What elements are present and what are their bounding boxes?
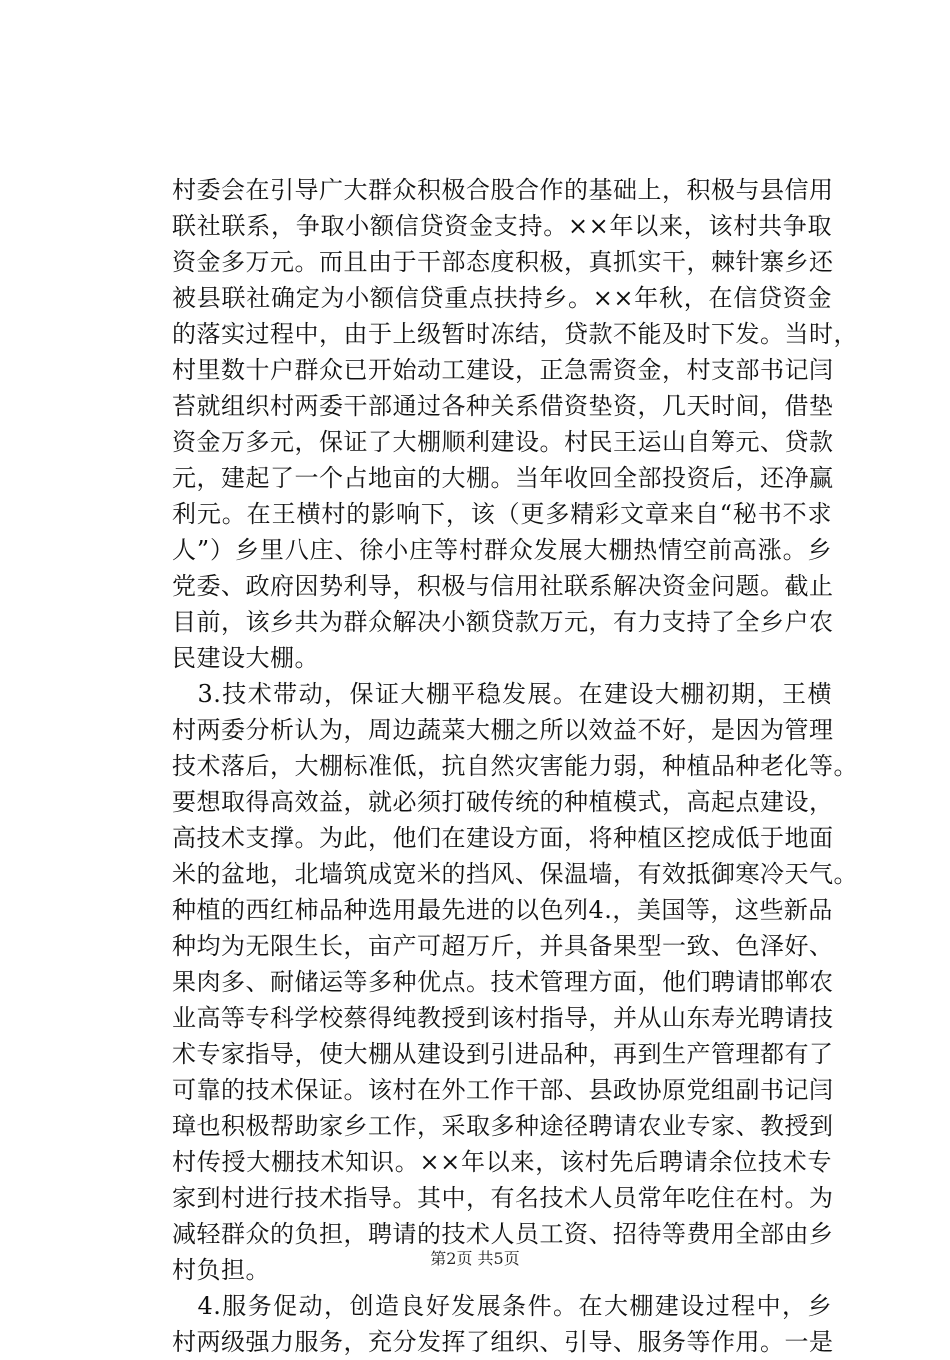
text-line: 术专家指导，使大棚从建设到引进品种，再到生产管理都有了 (172, 1040, 834, 1068)
text-line: 璋也积极帮助家乡工作，采取多种途径聘请农业专家、教授到 (172, 1112, 834, 1140)
text-line: 要想取得高效益，就必须打破传统的种植模式，高起点建设， (172, 788, 834, 816)
text-line: 技术落后，大棚标准低，抗自然灾害能力弱，种植品种老化等。 (172, 752, 858, 780)
body-text (172, 172, 858, 1360)
text-line: 元，建起了一个占地亩的大棚。当年收回全部投资后，还净赢 (172, 464, 834, 492)
text-line: 米的盆地，北墙筑成宽米的挡风、保温墙，有效抵御寒冷天气。 (172, 860, 858, 888)
text-line: 果肉多、耐储运等多种优点。技术管理方面，他们聘请邯郸农 (172, 968, 834, 996)
text-line: 利元。在王横村的影响下，该（更多精彩文章来自“秘书不求 (172, 500, 832, 528)
text-line: 村传授大棚技术知识。××年以来，该村先后聘请余位技术专 (172, 1148, 832, 1176)
text-line: 家到村进行技术指导。其中，有名技术人员常年吃住在村。为 (172, 1184, 834, 1212)
text-line: 村里数十户群众已开始动工建设，正急需资金，村支部书记闫 (172, 356, 834, 384)
text-line: 党委、政府因势利导，积极与信用社联系解决资金问题。截止 (172, 572, 834, 600)
text-line: 可靠的技术保证。该村在外工作干部、县政协原党组副书记闫 (172, 1076, 834, 1104)
text-line: 被县联社确定为小额信贷重点扶持乡。××年秋，在信贷资金 (172, 284, 832, 312)
text-line: 4.服务促动，创造良好发展条件。在大棚建设过程中，乡 (172, 1292, 832, 1320)
text-line: 苔就组织村两委干部通过各种关系借资垫资，几天时间，借垫 (172, 392, 834, 420)
text-line: 村委会在引导广大群众积极合股合作的基础上，积极与县信用 (172, 176, 834, 204)
text-line: 业高等专科学校蔡得纯教授到该村指导，并从山东寿光聘请技 (172, 1004, 834, 1032)
text-line: 村负担。 (172, 1256, 270, 1284)
text-line: 种植的西红柿品种选用最先进的以色列4.，美国等，这些新品 (172, 896, 833, 924)
text-line: 资金多万元。而且由于干部态度积极，真抓实干，棘针寨乡还 (172, 248, 834, 276)
text-line: 资金万多元，保证了大棚顺利建设。村民王运山自筹元、贷款 (172, 428, 834, 456)
page-footer: 第2页 共5页 (430, 1249, 520, 1268)
text-line: 高技术支撑。为此，他们在建设方面，将种植区挖成低于地面 (172, 824, 834, 852)
text-line: 减轻群众的负担，聘请的技术人员工资、招待等费用全部由乡 (172, 1220, 834, 1248)
text-line: 3.技术带动，保证大棚平稳发展。在建设大棚初期，王横 (172, 680, 832, 708)
text-line: 民建设大棚。 (172, 644, 319, 672)
text-line: 目前，该乡共为群众解决小额贷款万元，有力支持了全乡户农 (172, 608, 834, 636)
text-line: 的落实过程中，由于上级暂时冻结，贷款不能及时下发。当时， (172, 320, 858, 348)
text-line: 村两级强力服务，充分发挥了组织、引导、服务等作用。一是 (172, 1328, 834, 1356)
text-line: 联社联系，争取小额信贷资金支持。××年以来，该村共争取 (172, 212, 832, 240)
text-line: 村两委分析认为，周边蔬菜大棚之所以效益不好，是因为管理 (172, 716, 834, 744)
text-line: 种均为无限生长，亩产可超万斤，并具备果型一致、色泽好、 (172, 932, 834, 960)
text-line: 人”）乡里八庄、徐小庄等村群众发展大棚热情空前高涨。乡 (172, 536, 832, 564)
